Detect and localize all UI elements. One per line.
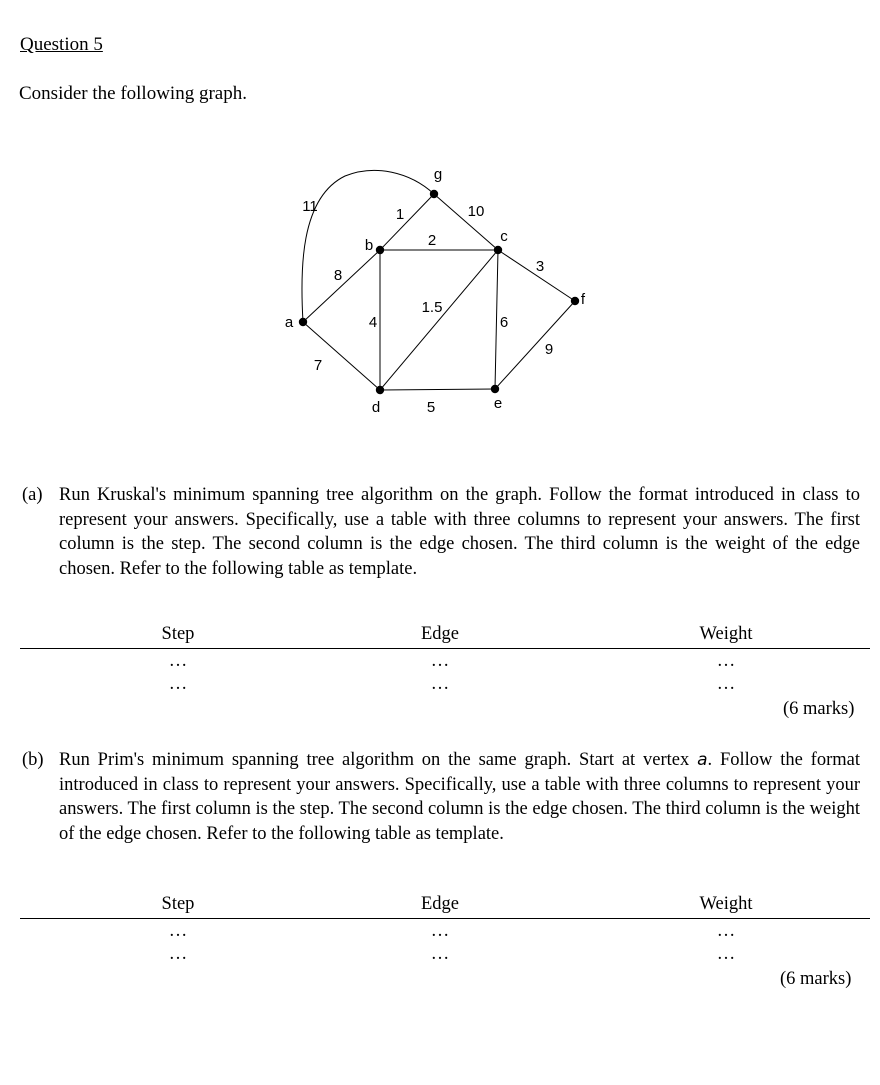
part-a-text: Run Kruskal's minimum spanning tree algorithm on the graph. Follow the format introduced in class to represent your answers. Specifically, use a table with three columns to represent your answers. The first column is the step. The second column is the edge chosen. The third column is the weight of the edge chosen. Refer to the following table as template. — [59, 485, 860, 579]
table-row — [20, 919, 870, 942]
graph-figure — [270, 150, 600, 430]
vertex-label-c: c — [500, 228, 508, 245]
vertex-c — [494, 246, 502, 254]
vertex-e — [491, 385, 499, 393]
table-row — [20, 672, 870, 695]
header-weight: Weight — [699, 624, 753, 644]
vertex-g — [430, 190, 438, 198]
cell-step: … — [168, 651, 188, 671]
part-a-label: (a) — [22, 485, 43, 505]
edge-weight-a-d: 7 — [313, 357, 323, 374]
prim-template-table — [20, 894, 870, 965]
vertex-a — [299, 318, 307, 326]
vertex-label-a: a — [284, 314, 294, 331]
vertex-b — [376, 246, 384, 254]
question-title: Question 5 — [20, 34, 103, 55]
vertex-label-g: g — [433, 166, 443, 183]
part-b-text-after: . Follow the format introduced in class to represent your answers. Specifically, use a table with three columns to represent your answers. The first column is the step. The second column is the edge chosen. The third column is the weight of the edge chosen. Refer to the following table as template. — [59, 750, 860, 844]
edge-weight-d-e: 5 — [426, 399, 436, 416]
vertex-f — [571, 297, 579, 305]
vertex-d — [376, 386, 384, 394]
cell-edge: … — [430, 944, 450, 964]
edge-g-c — [434, 194, 498, 250]
part-b-text — [59, 748, 860, 846]
cell-weight: … — [716, 674, 736, 694]
part-b — [22, 748, 860, 846]
edge-weight-b-d: 4 — [368, 314, 378, 331]
edge-weight-b-g: 1 — [395, 206, 405, 223]
edge-d-e — [380, 389, 495, 390]
edge-c-e — [495, 250, 498, 389]
part-b-text-before: Run Prim's minimum spanning tree algorithm on the same graph. Start at vertex — [59, 750, 698, 770]
table-header — [20, 894, 870, 919]
edge-weight-a-b: 8 — [333, 267, 343, 284]
intro-text: Consider the following graph. — [19, 83, 247, 104]
kruskal-template-table — [20, 624, 870, 695]
part-b-label: (b) — [22, 750, 44, 770]
edge-a-b — [303, 250, 380, 322]
header-step: Step — [161, 894, 195, 914]
vertex-label-d: d — [371, 399, 381, 416]
cell-edge: … — [430, 651, 450, 671]
cell-edge: … — [430, 921, 450, 941]
header-edge: Edge — [420, 624, 459, 644]
cell-edge: … — [430, 674, 450, 694]
vertex-label-e: e — [493, 395, 503, 412]
header-step: Step — [161, 624, 195, 644]
cell-step: … — [168, 921, 188, 941]
table-row — [20, 649, 870, 672]
part-a — [22, 483, 860, 581]
edge-weight-a-g: 11 — [302, 198, 318, 215]
vertex-label-b: b — [364, 237, 374, 254]
cell-weight: … — [716, 944, 736, 964]
cell-weight: … — [716, 921, 736, 941]
edge-weight-b-c: 2 — [427, 232, 437, 249]
cell-step: … — [168, 674, 188, 694]
edge-weight-c-e: 6 — [499, 314, 509, 331]
part-a-marks: (6 marks) — [783, 699, 855, 719]
edge-a-d — [303, 322, 380, 390]
edge-weight-c-f: 3 — [535, 258, 545, 275]
cell-step: … — [168, 944, 188, 964]
edge-weight-d-c: 1.5 — [421, 299, 443, 316]
edge-weight-e-f: 9 — [544, 341, 554, 358]
edge-weight-g-c: 10 — [467, 203, 485, 220]
header-weight: Weight — [699, 894, 753, 914]
edge-b-g — [380, 194, 437, 250]
header-edge: Edge — [420, 894, 459, 914]
cell-weight: … — [716, 651, 736, 671]
table-row — [20, 942, 870, 965]
edge-d-c — [380, 250, 498, 390]
table-header — [20, 624, 870, 649]
vertex-label-f: f — [580, 291, 586, 308]
part-b-marks: (6 marks) — [780, 969, 852, 989]
part-b-vertex: a — [697, 750, 708, 770]
